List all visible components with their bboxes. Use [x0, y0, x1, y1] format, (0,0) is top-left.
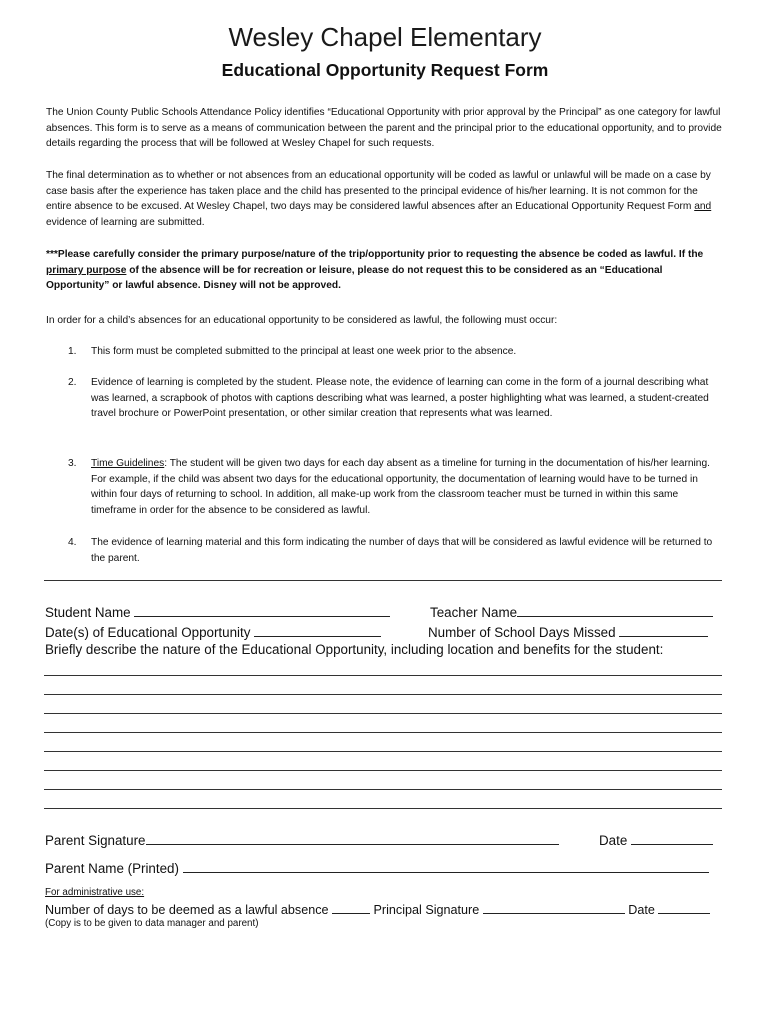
list-item: Evidence of learning is completed by the student. Please note, the evidence of learning can come in the form of a journal describing what was learned, a scrapbook of photos with captions describing what was learned, a poster highlighting what was learned, a student-created travel brochure or PowerPoint presentation, or other similar creation that represents what was learned. [91, 377, 709, 420]
list-item: The evidence of learning material and this form indicating the number of days that will be considered as lawful evidence will be returned to the parent. [91, 537, 713, 564]
admin-date-input[interactable] [658, 901, 710, 914]
description-prompt: Briefly describe the nature of the Educational Opportunity, including location and benefits for the student: [45, 642, 664, 657]
list-number: 4. [68, 537, 77, 548]
warning-paragraph: ***Please carefully consider the primary purpose/nature of the trip/opportunity prior to requesting the absence be coded as lawful. If the primary purpose of the absence will be for recreation or leisure, please do not request this to be considered as an “Educational Opportunity” or lawful absence. Disney will not be approved. [46, 249, 704, 292]
description-line[interactable] [44, 751, 722, 752]
list-number: 1. [68, 346, 77, 357]
parent-name-input[interactable] [183, 859, 709, 873]
description-line[interactable] [44, 770, 722, 771]
list-item: Time Guidelines: The student will be given two days for each day absent as a timeline for turning in the documentation of his/her learning. For example, if the child was absent two days for the educational opportunity, the documentation of learning would have to be turned in within four days of returning to school. In addition, all make-up work from the classroom teacher must be turned in within this same timeframe in order for the absence to be considered as lawful. [91, 458, 710, 517]
description-line[interactable] [44, 808, 722, 809]
intro-paragraph: The Union County Public Schools Attendance Policy identifies “Educational Opportunity with prior approval by the Principal” as one category for lawful absences. This form is to serve as a means of communication between the parent and the principal prior to the educational opportunity, and to provide details regarding the process that will be followed at Wesley Chapel for such requests. [46, 107, 722, 150]
section-divider [44, 580, 722, 581]
list-number: 3. [68, 458, 77, 469]
date-input[interactable] [631, 831, 713, 845]
days-missed-field[interactable]: Number of School Days Missed [428, 623, 708, 640]
list-item: This form must be completed submitted to the principal at least one week prior to the absence. [91, 346, 517, 357]
parent-signature-input[interactable] [146, 831, 559, 845]
form-title: Educational Opportunity Request Form [221, 60, 549, 80]
description-line[interactable] [44, 694, 722, 695]
principal-signature-input[interactable] [483, 901, 625, 914]
admin-row: Number of days to be deemed as a lawful absence Principal Signature Date [45, 901, 710, 917]
parent-signature-field[interactable]: Parent Signature [45, 831, 559, 848]
teacher-name-field[interactable]: Teacher Name [430, 603, 713, 620]
lawful-days-input[interactable] [332, 901, 370, 914]
student-name-input[interactable] [134, 603, 390, 617]
days-missed-input[interactable] [619, 623, 708, 637]
date-field[interactable]: Date [599, 831, 713, 848]
description-line[interactable] [44, 789, 722, 790]
copy-note: (Copy is to be given to data manager and parent) [45, 918, 259, 929]
description-line[interactable] [44, 675, 722, 676]
dates-input[interactable] [254, 623, 381, 637]
description-line[interactable] [44, 732, 722, 733]
school-title: Wesley Chapel Elementary [228, 22, 542, 52]
admin-label: For administrative use: [45, 887, 145, 898]
requirements-intro: In order for a child’s absences for an educational opportunity to be considered as lawful, the following must occur: [46, 315, 558, 326]
description-line[interactable] [44, 713, 722, 714]
determination-paragraph: The final determination as to whether or not absences from an educational opportunity will be coded as lawful or unlawful will be made on a case by case basis after the experience has taken place and the child has presented to the principal evidence of his/her learning. It is not common for the entire absence to be excused. At Wesley Chapel, two days may be considered lawful absences after an Educational Opportunity Request Form and evidence of learning are submitted. [46, 170, 712, 229]
dates-field[interactable]: Date(s) of Educational Opportunity [45, 623, 381, 640]
parent-name-field[interactable]: Parent Name (Printed) [45, 859, 709, 876]
student-name-field[interactable]: Student Name [45, 603, 390, 620]
list-number: 2. [68, 377, 77, 388]
time-guidelines-label: Time Guidelines [91, 458, 165, 469]
teacher-name-input[interactable] [517, 603, 713, 617]
